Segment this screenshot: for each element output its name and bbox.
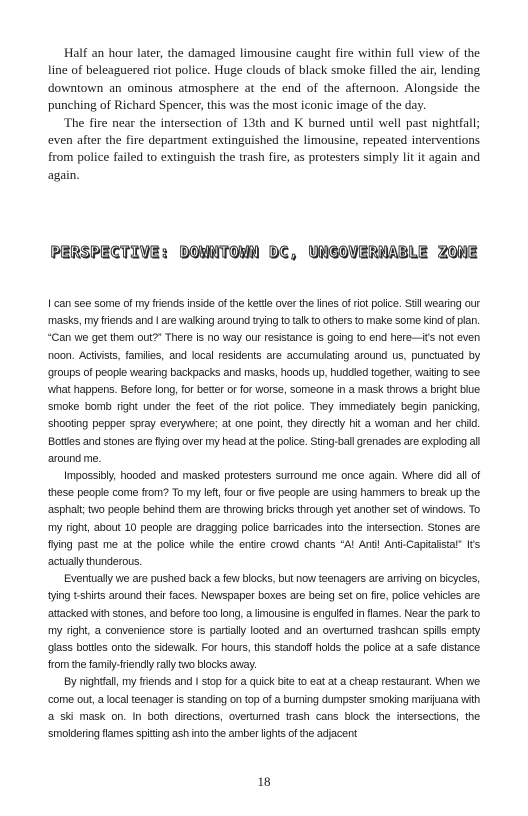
- perspective-paragraph-2: Impossibly, hooded and masked protesters surround me once again. Where did all of these people come from? To my left, four or five people are using hammers to break up the asphalt; two people behind them are throwing bricks through yet another set of windows. To my right, about 10 people are dragging police barricades into the intersection. Stones are flying past me at the police while the entire crowd chants “A! Anti! Anti-Capitalista!” It’s actually thunderous.: [48, 470, 480, 569]
- section-heading: PERSPECTIVE: DOWNTOWN DC, UNGOVERNABLE ZONE: [50, 243, 478, 261]
- intro-text: [48, 44, 480, 183]
- page-number: 18: [257, 774, 271, 789]
- perspective-paragraph-1: I can see some of my friends inside of the kettle over the lines of riot police. Still wearing our masks, my friends and I are walking around trying to talk to others to make some kind of plan. “Can we get them out?” There is no way our resistance is going to end here—it’s not even noon. Activists, families, and local residents are accumulating around us, punctuated by groups of people wearing backpacks and masks, hoods up, huddled together, waiting to see what happens. Before long, for better or for worse, someone in a mask throws a bright blue smoke bomb right under the feet of the riot police. They immediately begin panicking, shooting pepper spray everywhere; at one point, they directly hit a woman and her child. Bottles and stones are flying over my head at the police. Sting-ball grenades are exploding all around me.: [48, 298, 480, 465]
- intro-paragraph-2: The fire near the intersection of 13th and K burned until well past nightfall; even after the fire department extinguished the limousine, repeated interventions from police failed to extinguish the trash fire, as protesters simply lit it again and again.: [48, 114, 480, 182]
- perspective-paragraph-4: By nightfall, my friends and I stop for a quick bite to eat at a cheap restaurant. When we come out, a local teenager is standing on top of a burning dumpster smoking marijuana with a ski mask on. In both directions, overturned trash cans block the intersections, the smoldering flames spitting ash into the amber lights of the adjacent: [48, 676, 480, 741]
- perspective-paragraph-3: Eventually we are pushed back a few blocks, but now teenagers are arriving on bicycles, tying t-shirts around their faces. Newspaper boxes are being set on fire, police vehicles are attacked with stones, and before too long, a limousine is engulfed in flames. Near the park to my right, a convenience store is partially looted and an overturned trashcan spills empty glass bottles onto the sidewalk. For hours, this standoff holds the police at a safe distance from the family-friendly rally two blocks away.: [48, 573, 480, 672]
- intro-paragraph-1: Half an hour later, the damaged limousine caught fire within full view of the line of beleaguered riot police. Huge clouds of black smoke filled the air, lending downtown an ominous atmosphere at the end of the afternoon. Alongside the punching of Richard Spencer, this was the most iconic image of the day.: [48, 45, 480, 113]
- perspective-text: [48, 296, 480, 743]
